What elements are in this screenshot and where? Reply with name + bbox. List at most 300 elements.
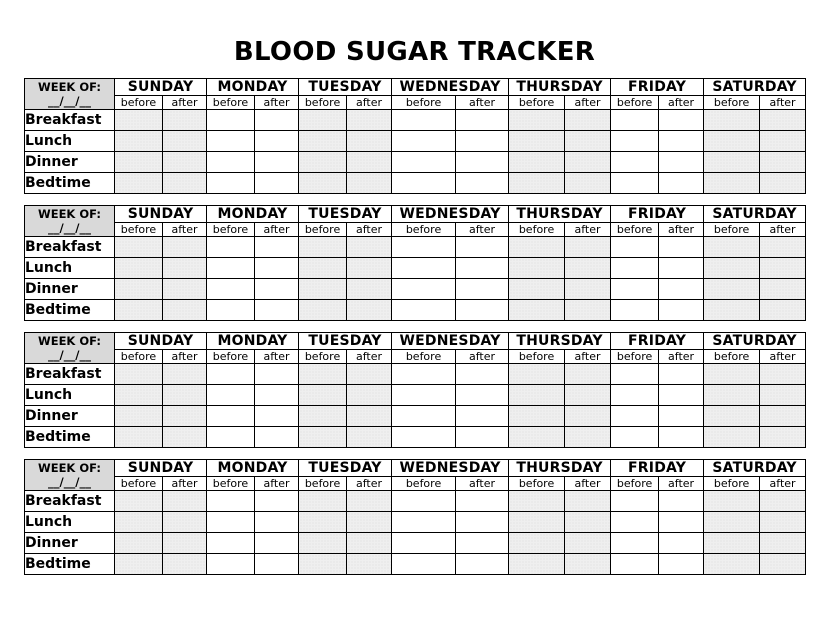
- reading-cell-after[interactable]: [255, 364, 299, 385]
- reading-cell-after[interactable]: [347, 258, 392, 279]
- reading-cell-before[interactable]: [392, 512, 456, 533]
- reading-cell-before[interactable]: [115, 110, 163, 131]
- reading-cell-before[interactable]: [509, 512, 565, 533]
- reading-cell-after[interactable]: [163, 427, 207, 448]
- after-label: after: [347, 96, 392, 110]
- week-of-label: WEEK OF:: [38, 80, 101, 94]
- day-header: SUNDAY: [115, 460, 207, 477]
- reading-cell-before[interactable]: [115, 300, 163, 321]
- reading-cell-before[interactable]: [509, 427, 565, 448]
- reading-cell-after[interactable]: [347, 385, 392, 406]
- reading-cell-after[interactable]: [659, 152, 704, 173]
- reading-cell-before[interactable]: [207, 427, 255, 448]
- day-header: SUNDAY: [115, 333, 207, 350]
- reading-cell-before[interactable]: [207, 364, 255, 385]
- reading-cell-before[interactable]: [115, 385, 163, 406]
- reading-cell-after[interactable]: [456, 131, 509, 152]
- reading-cell-before[interactable]: [509, 385, 565, 406]
- reading-cell-before[interactable]: [509, 533, 565, 554]
- after-label: after: [456, 223, 509, 237]
- reading-cell-before[interactable]: [704, 173, 760, 194]
- day-header: SATURDAY: [704, 460, 806, 477]
- reading-cell-after[interactable]: [255, 512, 299, 533]
- reading-cell-after[interactable]: [255, 258, 299, 279]
- reading-cell-after[interactable]: [565, 279, 611, 300]
- reading-cell-before[interactable]: [509, 364, 565, 385]
- reading-cell-after[interactable]: [659, 173, 704, 194]
- reading-cell-after[interactable]: [565, 406, 611, 427]
- reading-cell-after[interactable]: [347, 173, 392, 194]
- reading-cell-after[interactable]: [659, 406, 704, 427]
- reading-cell-before[interactable]: [299, 279, 347, 300]
- reading-cell-after[interactable]: [255, 533, 299, 554]
- reading-cell-after[interactable]: [163, 406, 207, 427]
- reading-cell-before[interactable]: [704, 300, 760, 321]
- reading-cell-after[interactable]: [760, 110, 806, 131]
- reading-cell-before[interactable]: [704, 533, 760, 554]
- reading-cell-before[interactable]: [611, 237, 659, 258]
- reading-cell-before[interactable]: [207, 554, 255, 575]
- reading-cell-before[interactable]: [392, 533, 456, 554]
- reading-cell-before[interactable]: [509, 110, 565, 131]
- reading-cell-after[interactable]: [659, 364, 704, 385]
- reading-cell-after[interactable]: [163, 491, 207, 512]
- reading-cell-before[interactable]: [115, 258, 163, 279]
- meal-label: Breakfast: [25, 491, 115, 512]
- reading-cell-after[interactable]: [163, 300, 207, 321]
- reading-cell-after[interactable]: [565, 300, 611, 321]
- reading-cell-before[interactable]: [115, 512, 163, 533]
- meal-label: Breakfast: [25, 110, 115, 131]
- after-label: after: [456, 477, 509, 491]
- reading-cell-before[interactable]: [207, 237, 255, 258]
- reading-cell-after[interactable]: [565, 110, 611, 131]
- meal-label: Dinner: [25, 406, 115, 427]
- reading-cell-before[interactable]: [611, 152, 659, 173]
- reading-cell-after[interactable]: [163, 533, 207, 554]
- reading-cell-after[interactable]: [659, 131, 704, 152]
- after-label: after: [659, 96, 704, 110]
- reading-cell-before[interactable]: [509, 491, 565, 512]
- reading-cell-after[interactable]: [659, 427, 704, 448]
- reading-cell-before[interactable]: [611, 533, 659, 554]
- reading-cell-before[interactable]: [392, 279, 456, 300]
- reading-cell-after[interactable]: [760, 554, 806, 575]
- reading-cell-before[interactable]: [207, 279, 255, 300]
- reading-cell-before[interactable]: [509, 300, 565, 321]
- reading-cell-before[interactable]: [299, 385, 347, 406]
- reading-cell-after[interactable]: [565, 385, 611, 406]
- after-label: after: [760, 96, 806, 110]
- after-label: after: [255, 477, 299, 491]
- reading-cell-after[interactable]: [456, 385, 509, 406]
- reading-cell-before[interactable]: [392, 385, 456, 406]
- reading-cell-after[interactable]: [456, 173, 509, 194]
- reading-cell-before[interactable]: [392, 300, 456, 321]
- reading-cell-after[interactable]: [760, 300, 806, 321]
- reading-cell-after[interactable]: [347, 110, 392, 131]
- reading-cell-after[interactable]: [760, 131, 806, 152]
- reading-cell-after[interactable]: [659, 533, 704, 554]
- reading-cell-after[interactable]: [255, 279, 299, 300]
- reading-cell-after[interactable]: [659, 300, 704, 321]
- reading-cell-after[interactable]: [456, 300, 509, 321]
- reading-cell-before[interactable]: [115, 237, 163, 258]
- day-header: WEDNESDAY: [392, 460, 509, 477]
- before-label: before: [207, 96, 255, 110]
- before-label: before: [509, 223, 565, 237]
- meal-row: [25, 152, 806, 173]
- reading-cell-after[interactable]: [659, 491, 704, 512]
- reading-cell-before[interactable]: [115, 406, 163, 427]
- reading-cell-after[interactable]: [255, 406, 299, 427]
- reading-cell-before[interactable]: [115, 364, 163, 385]
- reading-cell-after[interactable]: [760, 279, 806, 300]
- reading-cell-after[interactable]: [255, 427, 299, 448]
- reading-cell-after[interactable]: [255, 554, 299, 575]
- reading-cell-after[interactable]: [163, 173, 207, 194]
- day-header: WEDNESDAY: [392, 206, 509, 223]
- reading-cell-before[interactable]: [611, 258, 659, 279]
- reading-cell-after[interactable]: [456, 237, 509, 258]
- meal-row: [25, 427, 806, 448]
- day-header: SUNDAY: [115, 79, 207, 96]
- reading-cell-after[interactable]: [347, 237, 392, 258]
- reading-cell-before[interactable]: [115, 173, 163, 194]
- reading-cell-before[interactable]: [704, 237, 760, 258]
- reading-cell-before[interactable]: [299, 427, 347, 448]
- reading-cell-after[interactable]: [565, 491, 611, 512]
- meal-row: [25, 131, 806, 152]
- reading-cell-after[interactable]: [456, 491, 509, 512]
- reading-cell-before[interactable]: [704, 491, 760, 512]
- after-label: after: [255, 223, 299, 237]
- before-label: before: [115, 223, 163, 237]
- reading-cell-before[interactable]: [704, 152, 760, 173]
- reading-cell-after[interactable]: [659, 237, 704, 258]
- reading-cell-after[interactable]: [565, 131, 611, 152]
- after-label: after: [565, 223, 611, 237]
- reading-cell-before[interactable]: [207, 258, 255, 279]
- reading-cell-before[interactable]: [299, 131, 347, 152]
- reading-cell-before[interactable]: [611, 173, 659, 194]
- before-label: before: [509, 477, 565, 491]
- reading-cell-after[interactable]: [760, 258, 806, 279]
- reading-cell-before[interactable]: [299, 300, 347, 321]
- reading-cell-after[interactable]: [760, 406, 806, 427]
- reading-cell-after[interactable]: [163, 131, 207, 152]
- reading-cell-after[interactable]: [760, 152, 806, 173]
- reading-cell-before[interactable]: [207, 300, 255, 321]
- day-header: FRIDAY: [611, 333, 704, 350]
- reading-cell-after[interactable]: [163, 554, 207, 575]
- week-date-field[interactable]: __/__/__: [48, 221, 91, 235]
- reading-cell-before[interactable]: [392, 364, 456, 385]
- reading-cell-after[interactable]: [565, 427, 611, 448]
- reading-cell-after[interactable]: [565, 533, 611, 554]
- before-label: before: [299, 350, 347, 364]
- reading-cell-before[interactable]: [392, 258, 456, 279]
- reading-cell-before[interactable]: [509, 152, 565, 173]
- reading-cell-before[interactable]: [299, 110, 347, 131]
- reading-cell-before[interactable]: [611, 300, 659, 321]
- reading-cell-after[interactable]: [456, 554, 509, 575]
- reading-cell-after[interactable]: [565, 554, 611, 575]
- reading-cell-after[interactable]: [255, 173, 299, 194]
- reading-cell-after[interactable]: [255, 385, 299, 406]
- meal-label: Bedtime: [25, 300, 115, 321]
- reading-cell-after[interactable]: [760, 427, 806, 448]
- reading-cell-before[interactable]: [299, 406, 347, 427]
- reading-cell-after[interactable]: [347, 512, 392, 533]
- reading-cell-before[interactable]: [704, 554, 760, 575]
- week-table: [24, 78, 806, 194]
- reading-cell-before[interactable]: [299, 491, 347, 512]
- after-label: after: [456, 96, 509, 110]
- reading-cell-after[interactable]: [163, 258, 207, 279]
- reading-cell-before[interactable]: [299, 237, 347, 258]
- reading-cell-before[interactable]: [207, 512, 255, 533]
- reading-cell-after[interactable]: [255, 491, 299, 512]
- reading-cell-before[interactable]: [115, 131, 163, 152]
- reading-cell-before[interactable]: [509, 406, 565, 427]
- reading-cell-before[interactable]: [704, 131, 760, 152]
- reading-cell-after[interactable]: [659, 554, 704, 575]
- reading-cell-before[interactable]: [115, 533, 163, 554]
- reading-cell-before[interactable]: [299, 173, 347, 194]
- day-header: MONDAY: [207, 206, 299, 223]
- reading-cell-after[interactable]: [760, 491, 806, 512]
- before-label: before: [115, 350, 163, 364]
- day-header: WEDNESDAY: [392, 79, 509, 96]
- week-date-field[interactable]: __/__/__: [48, 94, 91, 108]
- reading-cell-before[interactable]: [392, 427, 456, 448]
- reading-cell-before[interactable]: [611, 491, 659, 512]
- meal-label: Bedtime: [25, 554, 115, 575]
- after-label: after: [760, 477, 806, 491]
- day-header: SATURDAY: [704, 206, 806, 223]
- week-of-label: WEEK OF:: [38, 207, 101, 221]
- reading-cell-before[interactable]: [509, 237, 565, 258]
- week-date-field[interactable]: __/__/__: [48, 475, 91, 489]
- reading-cell-after[interactable]: [565, 364, 611, 385]
- reading-cell-after[interactable]: [456, 152, 509, 173]
- day-header: SUNDAY: [115, 206, 207, 223]
- reading-cell-before[interactable]: [611, 512, 659, 533]
- reading-cell-after[interactable]: [456, 427, 509, 448]
- day-header: MONDAY: [207, 79, 299, 96]
- reading-cell-before[interactable]: [392, 406, 456, 427]
- day-header: THURSDAY: [509, 460, 611, 477]
- meal-row: [25, 300, 806, 321]
- reading-cell-before[interactable]: [611, 110, 659, 131]
- reading-cell-before[interactable]: [115, 491, 163, 512]
- reading-cell-after[interactable]: [255, 131, 299, 152]
- reading-cell-after[interactable]: [163, 279, 207, 300]
- reading-cell-before[interactable]: [704, 385, 760, 406]
- reading-cell-after[interactable]: [760, 385, 806, 406]
- reading-cell-after[interactable]: [760, 512, 806, 533]
- meal-row: [25, 533, 806, 554]
- reading-cell-before[interactable]: [207, 406, 255, 427]
- before-label: before: [207, 223, 255, 237]
- reading-cell-after[interactable]: [456, 406, 509, 427]
- after-label: after: [456, 350, 509, 364]
- reading-cell-before[interactable]: [207, 385, 255, 406]
- reading-cell-after[interactable]: [659, 512, 704, 533]
- day-header: FRIDAY: [611, 206, 704, 223]
- day-header: THURSDAY: [509, 79, 611, 96]
- reading-cell-after[interactable]: [456, 364, 509, 385]
- reading-cell-before[interactable]: [392, 237, 456, 258]
- week-date-field[interactable]: __/__/__: [48, 348, 91, 362]
- reading-cell-before[interactable]: [611, 406, 659, 427]
- after-label: after: [760, 350, 806, 364]
- reading-cell-before[interactable]: [115, 427, 163, 448]
- after-label: after: [659, 477, 704, 491]
- after-label: after: [659, 350, 704, 364]
- week-of-cell: [25, 206, 115, 237]
- day-header: SATURDAY: [704, 333, 806, 350]
- reading-cell-before[interactable]: [207, 173, 255, 194]
- reading-cell-before[interactable]: [115, 554, 163, 575]
- meal-row: [25, 237, 806, 258]
- reading-cell-before[interactable]: [611, 385, 659, 406]
- reading-cell-after[interactable]: [456, 279, 509, 300]
- reading-cell-after[interactable]: [347, 406, 392, 427]
- reading-cell-after[interactable]: [760, 364, 806, 385]
- reading-cell-before[interactable]: [392, 173, 456, 194]
- reading-cell-after[interactable]: [659, 258, 704, 279]
- reading-cell-after[interactable]: [565, 152, 611, 173]
- reading-cell-before[interactable]: [704, 364, 760, 385]
- reading-cell-after[interactable]: [255, 237, 299, 258]
- meal-row: [25, 385, 806, 406]
- reading-cell-after[interactable]: [347, 427, 392, 448]
- reading-cell-after[interactable]: [255, 110, 299, 131]
- reading-cell-after[interactable]: [456, 533, 509, 554]
- day-header: THURSDAY: [509, 333, 611, 350]
- reading-cell-before[interactable]: [207, 152, 255, 173]
- reading-cell-after[interactable]: [659, 279, 704, 300]
- reading-cell-before[interactable]: [704, 110, 760, 131]
- reading-cell-after[interactable]: [163, 512, 207, 533]
- before-label: before: [704, 96, 760, 110]
- reading-cell-before[interactable]: [299, 364, 347, 385]
- meal-row: [25, 554, 806, 575]
- reading-cell-after[interactable]: [565, 258, 611, 279]
- reading-cell-after[interactable]: [163, 237, 207, 258]
- after-label: after: [163, 96, 207, 110]
- reading-cell-before[interactable]: [207, 110, 255, 131]
- reading-cell-before[interactable]: [611, 279, 659, 300]
- reading-cell-after[interactable]: [255, 300, 299, 321]
- meal-row: [25, 258, 806, 279]
- reading-cell-after[interactable]: [347, 131, 392, 152]
- before-label: before: [392, 477, 456, 491]
- reading-cell-before[interactable]: [611, 427, 659, 448]
- reading-cell-before[interactable]: [207, 533, 255, 554]
- reading-cell-before[interactable]: [509, 258, 565, 279]
- reading-cell-before[interactable]: [704, 279, 760, 300]
- reading-cell-before[interactable]: [611, 131, 659, 152]
- reading-cell-after[interactable]: [347, 364, 392, 385]
- reading-cell-before[interactable]: [704, 427, 760, 448]
- reading-cell-before[interactable]: [509, 131, 565, 152]
- reading-cell-after[interactable]: [565, 237, 611, 258]
- reading-cell-after[interactable]: [760, 173, 806, 194]
- reading-cell-after[interactable]: [163, 110, 207, 131]
- before-label: before: [115, 477, 163, 491]
- reading-cell-before[interactable]: [207, 131, 255, 152]
- reading-cell-after[interactable]: [163, 152, 207, 173]
- reading-cell-after[interactable]: [456, 512, 509, 533]
- reading-cell-after[interactable]: [347, 152, 392, 173]
- after-label: after: [347, 477, 392, 491]
- reading-cell-before[interactable]: [299, 512, 347, 533]
- reading-cell-before[interactable]: [509, 173, 565, 194]
- before-label: before: [509, 96, 565, 110]
- reading-cell-before[interactable]: [207, 491, 255, 512]
- reading-cell-after[interactable]: [760, 237, 806, 258]
- after-label: after: [347, 350, 392, 364]
- reading-cell-after[interactable]: [565, 173, 611, 194]
- reading-cell-before[interactable]: [299, 554, 347, 575]
- reading-cell-before[interactable]: [704, 512, 760, 533]
- reading-cell-before[interactable]: [392, 491, 456, 512]
- week-of-label: WEEK OF:: [38, 461, 101, 475]
- before-label: before: [115, 96, 163, 110]
- reading-cell-before[interactable]: [704, 406, 760, 427]
- before-label: before: [392, 350, 456, 364]
- reading-cell-before[interactable]: [299, 258, 347, 279]
- reading-cell-before[interactable]: [611, 364, 659, 385]
- reading-cell-after[interactable]: [347, 279, 392, 300]
- reading-cell-before[interactable]: [115, 152, 163, 173]
- reading-cell-after[interactable]: [163, 364, 207, 385]
- reading-cell-after[interactable]: [163, 385, 207, 406]
- reading-cell-after[interactable]: [456, 110, 509, 131]
- reading-cell-after[interactable]: [347, 300, 392, 321]
- reading-cell-before[interactable]: [392, 554, 456, 575]
- day-header: TUESDAY: [299, 460, 392, 477]
- day-header: TUESDAY: [299, 206, 392, 223]
- reading-cell-after[interactable]: [255, 152, 299, 173]
- reading-cell-after[interactable]: [347, 533, 392, 554]
- reading-cell-before[interactable]: [392, 152, 456, 173]
- reading-cell-before[interactable]: [392, 110, 456, 131]
- reading-cell-before[interactable]: [392, 131, 456, 152]
- reading-cell-before[interactable]: [299, 533, 347, 554]
- reading-cell-before[interactable]: [704, 258, 760, 279]
- reading-cell-after[interactable]: [456, 258, 509, 279]
- reading-cell-before[interactable]: [509, 554, 565, 575]
- week-of-cell: [25, 79, 115, 110]
- reading-cell-after[interactable]: [347, 554, 392, 575]
- day-header: MONDAY: [207, 333, 299, 350]
- after-label: after: [565, 350, 611, 364]
- reading-cell-after[interactable]: [565, 512, 611, 533]
- reading-cell-before[interactable]: [115, 279, 163, 300]
- after-label: after: [255, 350, 299, 364]
- reading-cell-after[interactable]: [659, 110, 704, 131]
- reading-cell-before[interactable]: [299, 152, 347, 173]
- reading-cell-after[interactable]: [659, 385, 704, 406]
- reading-cell-after[interactable]: [760, 533, 806, 554]
- reading-cell-before[interactable]: [509, 279, 565, 300]
- reading-cell-after[interactable]: [347, 491, 392, 512]
- reading-cell-before[interactable]: [611, 554, 659, 575]
